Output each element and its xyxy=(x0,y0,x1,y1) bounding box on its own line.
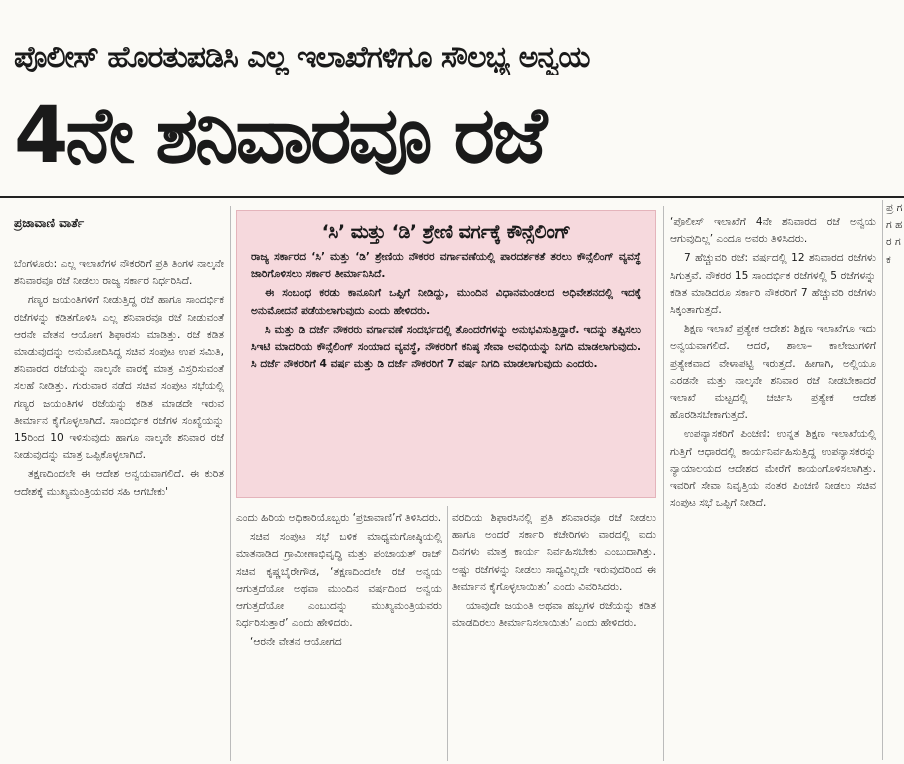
headline: 4ನೇ ಶನಿವಾರವೂ ರಜೆ xyxy=(14,92,545,181)
col3-para-2: ಯಾವುದೇ ಜಯಂತಿ ಅಥವಾ ಹಬ್ಬಗಳ ರಜೆಯನ್ನು ಕಡಿತ ಮಾಡದಿರಲು ತೀರ್ಮಾನಿಸಲಾಯಿತು’ ಎಂದು ಹೇಳಿದರು. xyxy=(452,600,656,630)
kicker: ಪೊಲೀಸ್ ಹೊರತುಪಡಿಸಿ ಎಲ್ಲ ಇಲಾಖೆಗಳಿಗೂ ಸೌಲಭ್ಯ ಅನ್ವಯ xyxy=(14,40,590,75)
col2-para-1: ಎಂದು ಹಿರಿಯ ಅಧಿಕಾರಿಯೊಬ್ಬರು ‘ಪ್ರಜಾವಾಣಿ’ಗೆ ತಿಳಿಸಿದರು. xyxy=(236,512,442,524)
col1-para-3: ತಕ್ಷಣದಿಂದಲೇ ಈ ಆದೇಶ ಅನ್ವಯವಾಗಲಿದೆ. ಈ ಕುರಿತ ಆದೇಶಕ್ಕೆ ಮುಖ್ಯಮಂತ್ರಿಯವರ ಸಹಿ ಆಗಬೇಕು' xyxy=(14,468,224,498)
col4-para-1: ‘ಪೊಲೀಸ್ ಇಲಾಖೆಗೆ 4ನೇ ಶನಿವಾರದ ರಜೆ ಅನ್ವಯ ಆಗುವುದಿಲ್ಲ’ ಎಂದೂ ಅವರು ತಿಳಿಸಿದರು. xyxy=(670,216,876,246)
box-para-1: ರಾಜ್ಯ ಸರ್ಕಾರದ ‘ಸಿ’ ಮತ್ತು ‘ಡಿ’ ಶ್ರೇಣಿಯ ನೌಕರರ ವರ್ಗಾವಣೆಯಲ್ಲಿ ಪಾರದರ್ಶಕತೆ ತರಲು ಕೌನ್ಸೆಲಿಂಗ್ ವ್ಯವಸ್ಥೆ ಜಾರಿಗೊಳಿಸಲು ಸರ್ಕಾರ ತೀರ್ಮಾನಿಸಿದೆ. xyxy=(251,251,641,281)
box-para-2: ಈ ಸಂಬಂಧ ಕರಡು ಕಾನೂನಿಗೆ ಒಪ್ಪಿಗೆ ನೀಡಿದ್ದು, ಮುಂದಿನ ವಿಧಾನಮಂಡಲದ ಅಧಿವೇಶನದಲ್ಲಿ ಇದಕ್ಕೆ ಅನುಮೋದನೆ ಪಡೆಯಲಾಗುವುದು ಎಂದು ಹೇಳಿದರು. xyxy=(251,287,641,317)
col1-para-1: ಬೆಂಗಳೂರು: ಎಲ್ಲ ಇಲಾಖೆಗಳ ನೌಕರರಿಗೆ ಪ್ರತಿ ತಿಂಗಳ ನಾಲ್ಕನೇ ಶನಿವಾರವೂ ರಜೆ ನೀಡಲು ರಾಜ್ಯ ಸರ್ಕಾರ ನಿರ್ಧರಿಸಿದೆ. xyxy=(14,258,224,288)
box-para-3: ಸಿ ಮತ್ತು ಡಿ ದರ್ಜೆ ನೌಕರರು ವರ್ಗಾವಣೆ ಸಂದರ್ಭದಲ್ಲಿ ತೊಂದರೆಗಳನ್ನು ಅನುಭವಿಸುತ್ತಿದ್ದಾರೆ. ಇದನ್ನು ತಪ್ಪಿಸಲು ಸಿಇಟಿ ಮಾದರಿಯ ಕೌನ್ಸೆಲಿಂಗ್ ಸಂಯಾದ ವ್ಯವಸ್ಥೆ, ನೌಕರರಿಗೆ ಕನಿಷ್ಠ ಸೇವಾ ಅವಧಿಯನ್ನು ನಿಗದಿ ಮಾಡಲಾಗುವುದು. ಸಿ ದರ್ಜೆ ನೌಕರರಿಗೆ 4 ವರ್ಷ ಮತ್ತು ಡಿ ದರ್ಜೆ ನೌಕರರಿಗೆ 7 ವರ್ಷ ನಿಗದಿ ಮಾಡಲಾಗುವುದು ಎಂದರು. xyxy=(251,323,641,371)
column-divider xyxy=(447,506,448,761)
adjacent-article-edge: ಪ್ರ ಗ ಗ ಹ ರ ಗ ಕ xyxy=(886,202,903,266)
column-divider xyxy=(663,206,664,761)
col1-para-2: ಗಣ್ಯರ ಜಯಂತಿಗಳಿಗೆ ನೀಡುತ್ತಿದ್ದ ರಜೆ ಹಾಗೂ ಸಾಂದರ್ಭಿಕ ರಜೆಗಳನ್ನು ಕಡಿತಗೊಳಿಸಿ ಎಲ್ಲ ಶನಿವಾರವೂ ರಜೆ ನೀಡುವಂತೆ ಆರನೇ ವೇತನ ಆಯೋಗ ಶಿಫಾರಸು ಮಾಡಿತ್ತು. ರಜೆ ಕಡಿತ ಮಾಡುವುದನ್ನು ಅನುಮೋದಿಸಿದ್ದ ಸಚಿವ ಸಂಪುಟ ಉಪ ಸಮಿತಿ, ಶನಿವಾರದ ರಜೆಯನ್ನು ನಾಲ್ಕನೇ ವಾರಕ್ಕೆ ಮಾತ್ರ ವಿಸ್ತರಿಸುವಂತೆ ಸಲಹೆ ನೀಡಿತ್ತು. ಗುರುವಾರ ನಡೆದ ಸಚಿವ ಸಂಪುಟ ಸಭೆಯಲ್ಲಿ ಗಣ್ಯರ ಜಯಂತಿಗಳ ರಜೆಯನ್ನು ಕಡಿತ ಮಾಡದೇ ಇರುವ ತೀರ್ಮಾನ ಕೈಗೊಳ್ಳಲಾಗಿದೆ. ಸಾಂದರ್ಭಿಕ ರಜೆಗಳ ಸಂಖ್ಯೆಯನ್ನು 15ರಿಂದ 10 ಇಳಿಸುವುದು ಹಾಗೂ ನಾಲ್ಕನೇ ಶನಿವಾರ ರಜೆ ನೀಡುವುದನ್ನು ಮಾತ್ರ ಒಪ್ಪಿಕೊಳ್ಳಲಾಗಿದೆ. xyxy=(14,294,224,462)
column-1 xyxy=(14,256,224,761)
col2-para-2: ಸಚಿವ ಸಂಪುಟ ಸಭೆ ಬಳಿಕ ಮಾಧ್ಯಮಗೋಷ್ಠಿಯಲ್ಲಿ ಮಾತನಾಡಿದ ಗ್ರಾಮೀಣಾಭಿವೃದ್ಧಿ ಮತ್ತು ಪಂಚಾಯತ್ ರಾಜ್ ಸಚಿವ ಕೃಷ್ಣಬೈರೇಗೌಡ, ‘ತಕ್ಷಣದಿಂದಲೇ ರಜೆ ಅನ್ವಯ ಆಗುತ್ತದೆಯೋ ಅಥವಾ ಮುಂದಿನ ವರ್ಷದಿಂದ ಅನ್ವಯ ಆಗುತ್ತದೆಯೋ ಎಂಬುದನ್ನು ಮುಖ್ಯಮಂತ್ರಿಯವರು ನಿರ್ಧರಿಸುತ್ತಾರೆ’ ಎಂದು ಹೇಳಿದರು. xyxy=(236,531,442,630)
col2-para-3: ‘ಆರನೇ ವೇತನ ಆಯೋಗದ xyxy=(250,636,342,649)
header-rule xyxy=(0,196,904,198)
column-4 xyxy=(670,214,876,761)
sidebar-box xyxy=(236,210,656,498)
col4-para-4: ಉಪನ್ಯಾಸಕರಿಗೆ ಪಿಂಚಣಿ: ಉನ್ನತ ಶಿಕ್ಷಣ ಇಲಾಖೆಯಲ್ಲಿ ಗುತ್ತಿಗೆ ಆಧಾರದಲ್ಲಿ ಕಾರ್ಯನಿರ್ವಹಿಸುತ್ತಿದ್ದ ಉಪನ್ಯಾಸಕರನ್ನು ನ್ಯಾಯಾಲಯದ ಆದೇಶದ ಮೇರೆಗೆ ಕಾಯಂಗೊಳಿಸಲಾಗಿತ್ತು. ಇವರಿಗೆ ಸೇವಾ ನಿವೃತ್ತಿಯ ನಂತರ ಪಿಂಚಣಿ ನೀಡಲು ಸಚಿವ ಸಂಪುಟ ಸಭೆ ಒಪ್ಪಿಗೆ ನೀಡಿದೆ. xyxy=(670,428,876,510)
col4-para-3: ಶಿಕ್ಷಣ ಇಲಾಖೆ ಪ್ರತ್ಯೇಕ ಆದೇಶ: ಶಿಕ್ಷಣ ಇಲಾಖೆಗೂ ಇದು ಅನ್ವಯವಾಗಲಿದೆ. ಆದರೆ, ಶಾಲಾ– ಕಾಲೇಜುಗಳಿಗೆ ಪ್ರತ್ಯೇಕವಾದ ವೇಳಾಪಟ್ಟಿ ಇರುತ್ತದೆ. ಹೀಗಾಗಿ, ಅಲ್ಲಿಯೂ ಎರಡನೇ ಮತ್ತು ನಾಲ್ಕನೇ ಶನಿವಾರ ರಜೆ ನೀಡಬೇಕಾದರೆ ಇಲಾಖೆ ಮಟ್ಟದಲ್ಲಿ ಚರ್ಚಿಸಿ ಪ್ರತ್ಯೇಕ ಆದೇಶ ಹೊರಡಿಸಬೇಕಾಗುತ್ತದೆ. xyxy=(670,323,876,422)
column-divider xyxy=(230,206,231,761)
column-divider xyxy=(882,200,883,760)
col4-para-2: 7 ಹೆಚ್ಚುವರಿ ರಜೆ: ವರ್ಷದಲ್ಲಿ 12 ಶನಿವಾರದ ರಜೆಗಳು ಸಿಗುತ್ತವೆ. ನೌಕರರ 15 ಸಾಂದರ್ಭಿಕ ರಜೆಗಳಲ್ಲಿ 5 ರಜೆಗಳನ್ನು ಕಡಿತ ಮಾಡಿದರೂ ಸರ್ಕಾರಿ ನೌಕರರಿಗೆ 7 ಹೆಚ್ಚುವರಿ ರಜೆಗಳು ಸಿಕ್ಕಂತಾಗುತ್ತದೆ. xyxy=(670,252,876,317)
col3-para-1: ವರದಿಯ ಶಿಫಾರಸಿನಲ್ಲಿ ಪ್ರತಿ ಶನಿವಾರವೂ ರಜೆ ನೀಡಲು ಹಾಗೂ ಅಂದರೆ ಸರ್ಕಾರಿ ಕಚೇರಿಗಳು ವಾರದಲ್ಲಿ ಐದು ದಿನಗಳು ಮಾತ್ರ ಕಾರ್ಯ ನಿರ್ವಹಿಸಬೇಕು ಎಂಬುದಾಗಿತ್ತು. ಅಷ್ಟು ರಜೆಗಳನ್ನು ನೀಡಲು ಸಾಧ್ಯವಿಲ್ಲದೇ ಇರುವುದರಿಂದ ಈ ತೀರ್ಮಾನ ಕೈಗೊಳ್ಳಲಾಯಿತು’ ಎಂದು ವಿವರಿಸಿದರು. xyxy=(452,512,656,593)
byline: ಪ್ರಜಾವಾಣಿ ವಾರ್ತೆ xyxy=(14,216,85,230)
column-2 xyxy=(236,510,442,761)
column-3 xyxy=(452,510,656,761)
box-title: ‘ಸಿ’ ಮತ್ತು ‘ಡಿ’ ಶ್ರೇಣಿ ವರ್ಗಕ್ಕೆ ಕೌನ್ಸೆಲಿಂಗ್ xyxy=(321,221,571,243)
